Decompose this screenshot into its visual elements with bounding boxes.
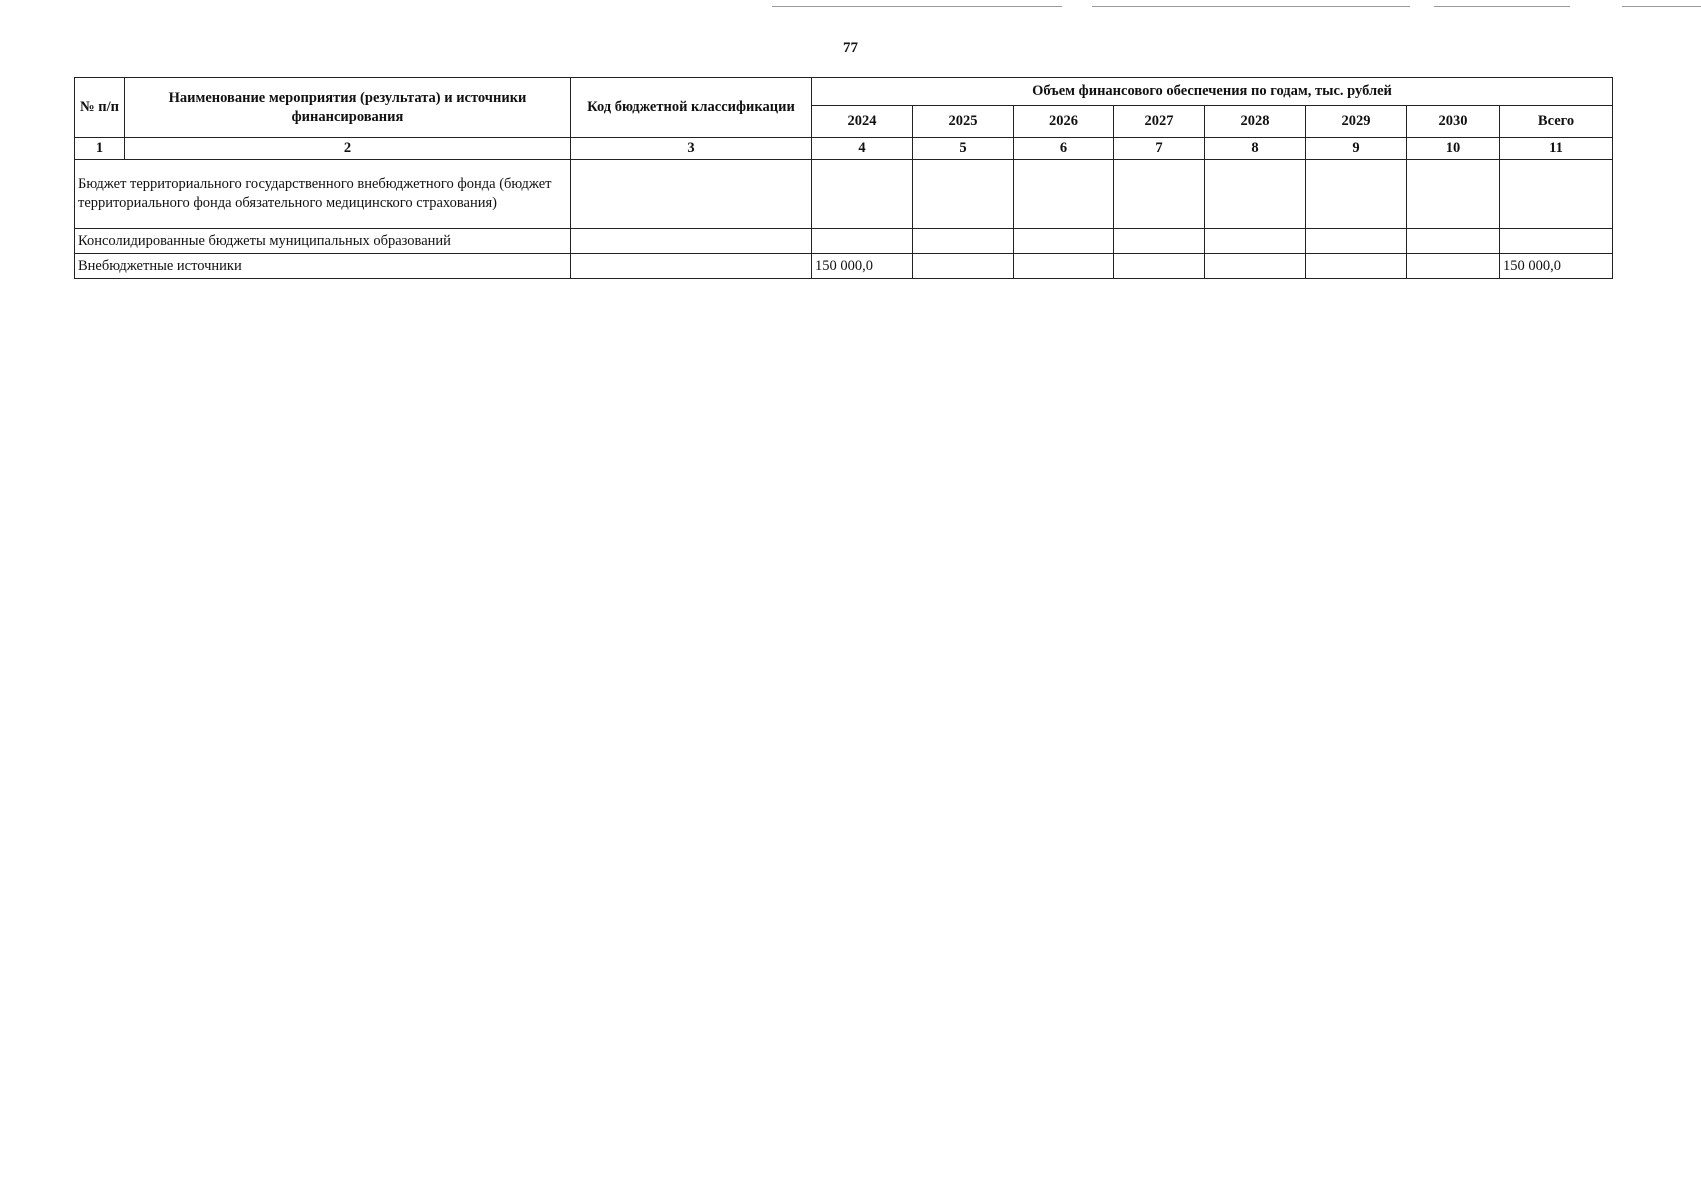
row-value: [1306, 254, 1407, 279]
row-value: [1407, 229, 1500, 254]
row-value: [1306, 160, 1407, 229]
header-num: № п/п: [75, 78, 125, 138]
row-value: [1205, 254, 1306, 279]
row-value: [913, 229, 1014, 254]
column-number: 6: [1014, 138, 1114, 160]
row-value: [1014, 229, 1114, 254]
header-year: 2024: [812, 106, 913, 138]
header-year: 2029: [1306, 106, 1407, 138]
row-value: [1114, 254, 1205, 279]
column-number: 9: [1306, 138, 1407, 160]
column-number: 5: [913, 138, 1014, 160]
table-row: [75, 229, 1613, 254]
row-label: Внебюджетные источники: [75, 254, 571, 279]
column-number: 11: [1500, 138, 1613, 160]
header-name: Наименование мероприятия (результата) и источники финансирования: [125, 78, 571, 138]
row-total: [1500, 229, 1613, 254]
row-value: [812, 229, 913, 254]
column-number: 10: [1407, 138, 1500, 160]
column-number: 7: [1114, 138, 1205, 160]
column-numbers-row: [75, 138, 1613, 160]
row-value: [913, 160, 1014, 229]
row-value: [1205, 160, 1306, 229]
row-code: [571, 160, 812, 229]
column-number: 3: [571, 138, 812, 160]
scan-artifact-line: [1434, 6, 1570, 7]
header-year: 2028: [1205, 106, 1306, 138]
column-number: 8: [1205, 138, 1306, 160]
header-year: 2026: [1014, 106, 1114, 138]
row-code: [571, 229, 812, 254]
scan-artifact-line: [1092, 6, 1410, 7]
row-value: [1407, 254, 1500, 279]
header-year: 2030: [1407, 106, 1500, 138]
row-value: [1114, 229, 1205, 254]
row-value: [1114, 160, 1205, 229]
header-year: 2027: [1114, 106, 1205, 138]
row-value: [1014, 160, 1114, 229]
row-value: [1014, 254, 1114, 279]
header-row: [75, 78, 1613, 106]
row-value: 150 000,0: [812, 254, 913, 279]
row-label: Бюджет территориального государственного внебюджетного фонда (бюджет территориального фонда обязательного медицинского страхования): [75, 160, 571, 229]
scan-artifact-line: [772, 6, 1062, 7]
row-value: [812, 160, 913, 229]
column-number: 2: [125, 138, 571, 160]
column-number: 4: [812, 138, 913, 160]
page-number: 77: [843, 40, 858, 56]
column-number: 1: [75, 138, 125, 160]
header-total: Всего: [1500, 106, 1613, 138]
row-total: [1500, 160, 1613, 229]
row-code: [571, 254, 812, 279]
header-year: 2025: [913, 106, 1014, 138]
row-value: [1407, 160, 1500, 229]
scan-artifact-line: [1622, 6, 1701, 7]
financing-table: [74, 77, 1613, 279]
row-value: [913, 254, 1014, 279]
header-volume: Объем финансового обеспечения по годам, тыс. рублей: [812, 78, 1613, 106]
row-value: [1306, 229, 1407, 254]
table-row: [75, 254, 1613, 279]
row-total: 150 000,0: [1500, 254, 1613, 279]
table-row: [75, 160, 1613, 229]
row-value: [1205, 229, 1306, 254]
row-label: Консолидированные бюджеты муниципальных образований: [75, 229, 571, 254]
header-code: Код бюджетной классификации: [571, 78, 812, 138]
